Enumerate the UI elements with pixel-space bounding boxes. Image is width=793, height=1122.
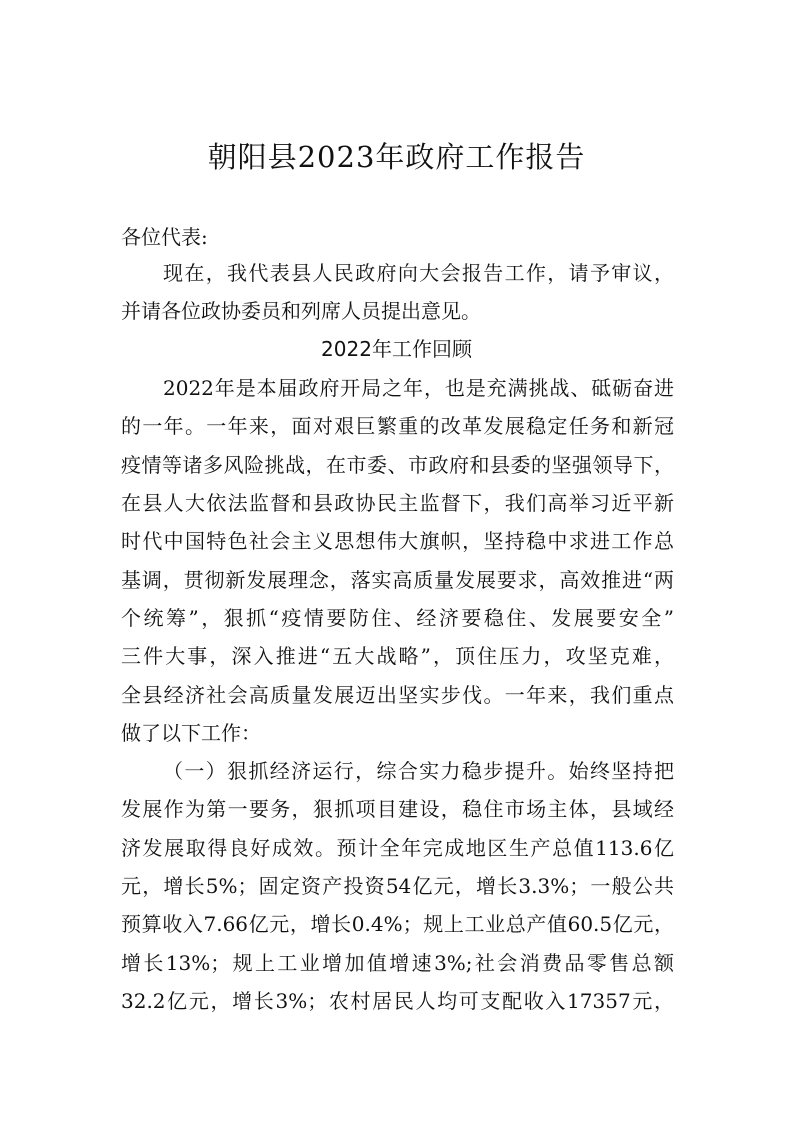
paragraph-line: 济发展取得良好成效。预计全年完成地区生产总值113.6亿 (121, 835, 674, 860)
paragraph-line: 基调，贯彻新发展理念，落实高质量发展要求，高效推进“两 (121, 567, 674, 592)
paragraph-line: 增长13%；规上工业增加值增速3%;社会消费品零售总额 (121, 950, 674, 975)
paragraph-line: 2022年是本届政府开局之年，也是充满挑战、砥砺奋进 (163, 376, 674, 400)
paragraph-line: 全县经济社会高质量发展迈出坚实步伐。一年来，我们重点 (121, 682, 674, 707)
paragraph-line: 元，增长5%；固定资产投资54亿元，增长3.3%；一般公共 (121, 874, 674, 899)
paragraph-line: 时代中国特色社会主义思想伟大旗帜，坚持稳中求进工作总 (121, 529, 674, 554)
paragraph-line: 疫情等诸多风险挑战，在市委、市政府和县委的坚强领导下， (121, 452, 674, 477)
intro-line: 并请各位政协委员和列席人员提出意见。 (121, 299, 481, 323)
paragraph-line: 个统筹”，狠抓“疫情要防住、经济要稳住、发展要安全” (121, 606, 674, 631)
paragraph-line: 在县人大依法监督和县政协民主监督下，我们高举习近平新 (121, 491, 674, 516)
paragraph-line: 的一年。一年来，面对艰巨繁重的改革发展稳定任务和新冠 (121, 414, 674, 439)
salutation: 各位代表: (121, 225, 208, 249)
paragraph-line: 32.2亿元，增长3%；农村居民人均可支配收入17357元， (121, 989, 674, 1014)
paragraph-line: 做了以下工作： (121, 721, 261, 746)
paragraph-line: 预算收入7.66亿元，增长0.4%；规上工业总产值60.5亿元， (121, 912, 674, 937)
paragraph-line: 三件大事，深入推进“五大战略”，顶住压力，攻坚克难， (121, 644, 674, 669)
paragraph-line: （一）狠抓经济运行，综合实力稳步提升。始终坚持把 (163, 759, 674, 783)
section-heading: 2022年工作回顾 (321, 337, 472, 361)
page-title: 朝阳县2023年政府工作报告 (207, 140, 586, 174)
intro-line: 现在，我代表县人民政府向大会报告工作，请予审议， (163, 261, 674, 285)
paragraph-line: 发展作为第一要务，狠抓项目建设，稳住市场主体，县域经 (121, 797, 674, 822)
